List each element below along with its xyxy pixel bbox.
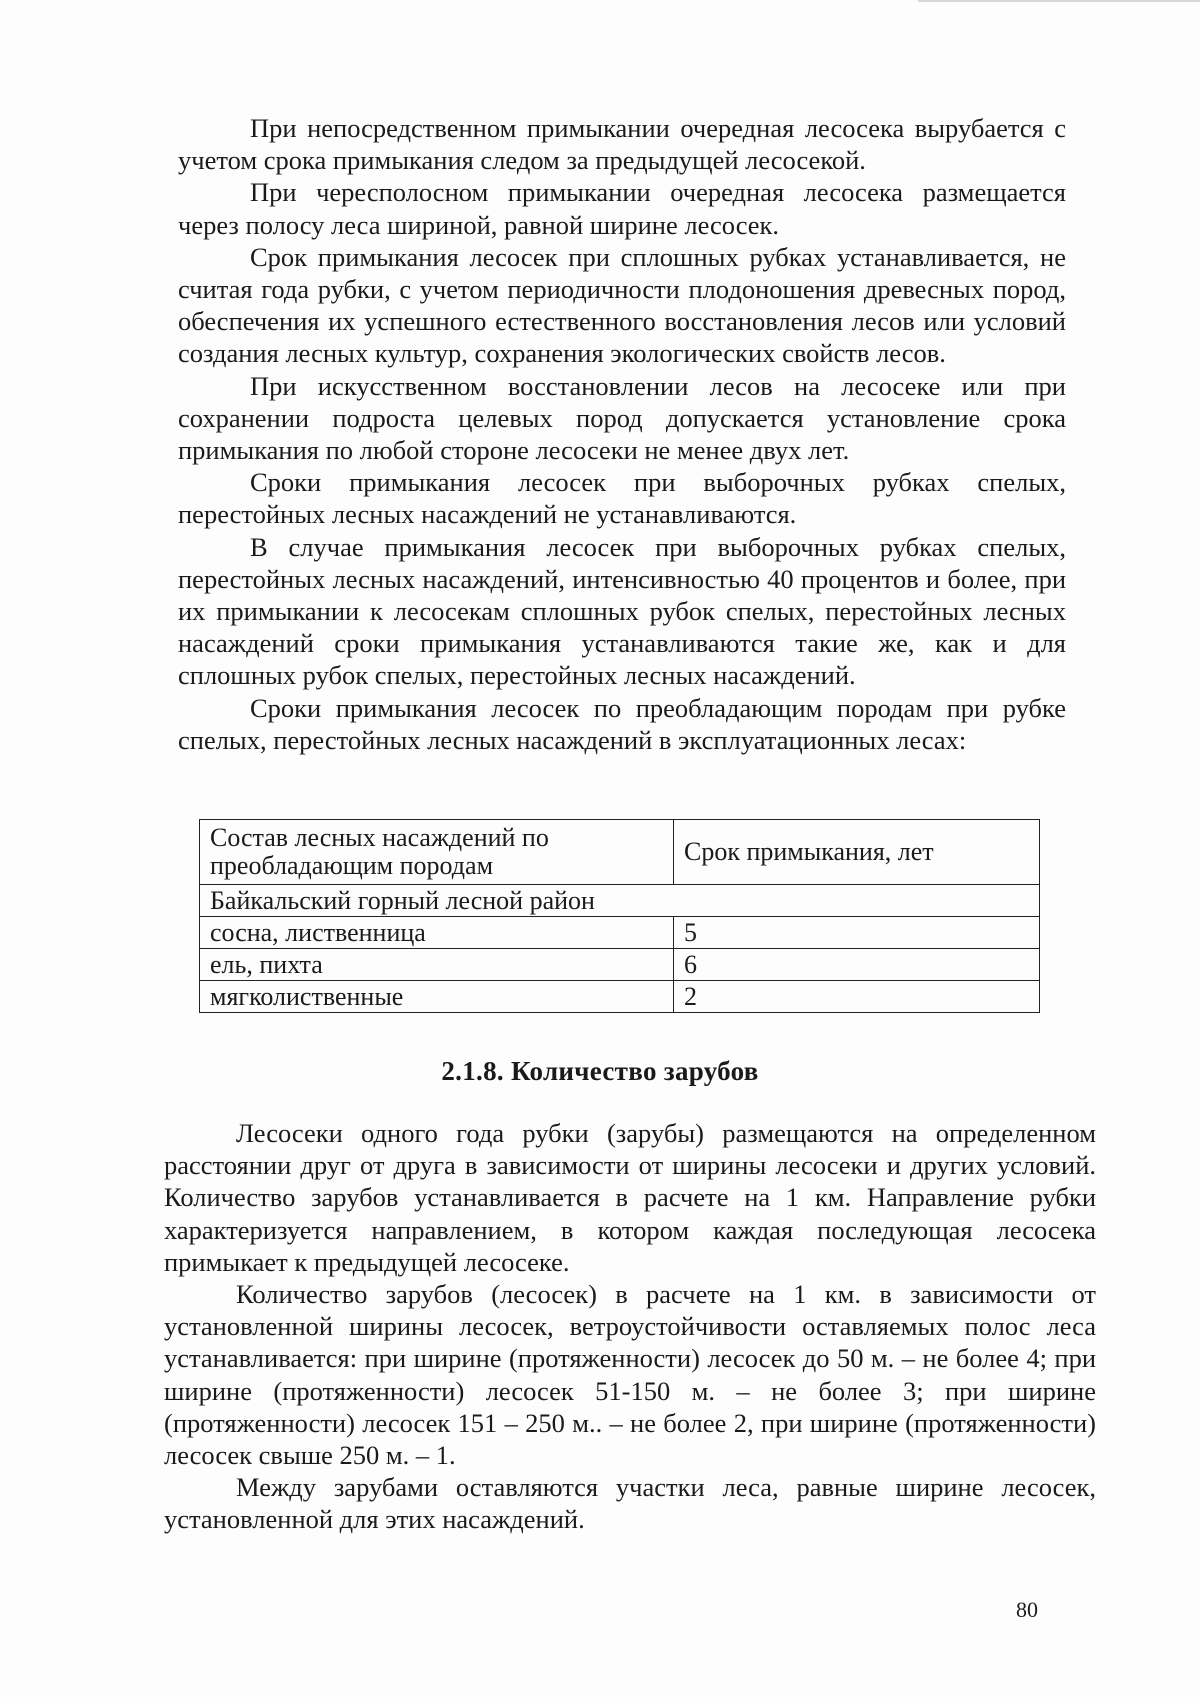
paragraph: При искусственном восстановлении лесов на лесосеке или при сохранении подроста целевых пород допускается установление срока примыкания по любой стороне лесосеки не менее двух лет.: [178, 370, 1066, 466]
paragraph: Лесосеки одного года рубки (зарубы) размещаются на определенном расстоянии друг от друга в зависимости от ширины лесосеки и других условий. Количество зарубов устанавливается в расчете на 1 км. Направление рубки характеризуется направлением, в котором каждая последующая лесосека примыкает к предыдущей лесосеке.: [164, 1118, 1096, 1277]
table-row: [200, 949, 1040, 981]
years-cell: 2: [674, 981, 1040, 1013]
paragraph: Между зарубами оставляются участки леса, равные ширине лесосек, установленной для этих насаждений.: [164, 1472, 1096, 1535]
paragraph: В случае примыкания лесосек при выборочных рубках спелых, перестойных лесных насаждений, интенсивностью 40 процентов и более, при их примыкании к лесосекам сплошных рубок спелых, перестойных лесных насаждений сроки примыкания устанавливаются такие же, как и для сплошных рубок спелых, перестойных лесных насаждений.: [178, 531, 1066, 691]
body-text-bottom: [164, 1117, 1096, 1536]
page-number: 80: [1016, 1597, 1038, 1622]
table-header-years: Срок примыкания, лет: [674, 820, 1040, 885]
species-cell: сосна, лиственница: [200, 917, 674, 949]
scan-edge-line: [918, 0, 1200, 2]
years-cell: 6: [674, 949, 1040, 981]
paragraph: При чересполосном примыкании очередная лесосека размещается через полосу леса шириной, равной ширине лесосек.: [178, 177, 1066, 240]
section-title: 2.1.8. Количество зарубов: [441, 1056, 759, 1086]
body-text-top: [178, 112, 1066, 756]
species-cell: ель, пихта: [200, 949, 674, 981]
species-cell: мягколиственные: [200, 981, 674, 1013]
table-header-species: Состав лесных насаждений по преобладающим породам: [200, 820, 674, 885]
paragraph: Срок примыкания лесосек при сплошных рубках устанавливается, не считая года рубки, с учетом периодичности плодоношения древесных пород, обеспечения их успешного естественного восстановления лесов или условий создания лесных культур, сохранения экологических свойств лесов.: [178, 241, 1066, 369]
paragraph: Количество зарубов (лесосек) в расчете на 1 км. в зависимости от установленной ширины лесосек, ветроустойчивости оставляемых полос леса устанавливается: при ширине (протяженности) лесосек до 50 м. – не более 4; при ширине (протяженности) лесосек 51-150 м. – не более 3; при ширине (протяженности) лесосек 151 – 250 м.. – не более 2, при ширине (протяженности) лесосек свыше 250 м. – 1.: [164, 1279, 1096, 1471]
paragraph: При непосредственном примыкании очередная лесосека вырубается с учетом срока примыкания следом за предыдущей лесосекой.: [178, 113, 1066, 176]
table-region-row: [200, 885, 1040, 917]
paragraph: Сроки примыкания лесосек при выборочных рубках спелых, перестойных лесных насаждений не устанавливаются.: [178, 467, 1066, 530]
table-row: [200, 917, 1040, 949]
years-cell: 5: [674, 917, 1040, 949]
table-header-row: [200, 820, 1040, 885]
table-region-cell: Байкальский горный лесной район: [200, 885, 1040, 917]
paragraph: Сроки примыкания лесосек по преобладающим породам при рубке спелых, перестойных лесных насаждений в эксплуатационных лесах:: [178, 692, 1066, 755]
table-row: [200, 981, 1040, 1013]
adjacency-table: [199, 819, 1040, 1013]
